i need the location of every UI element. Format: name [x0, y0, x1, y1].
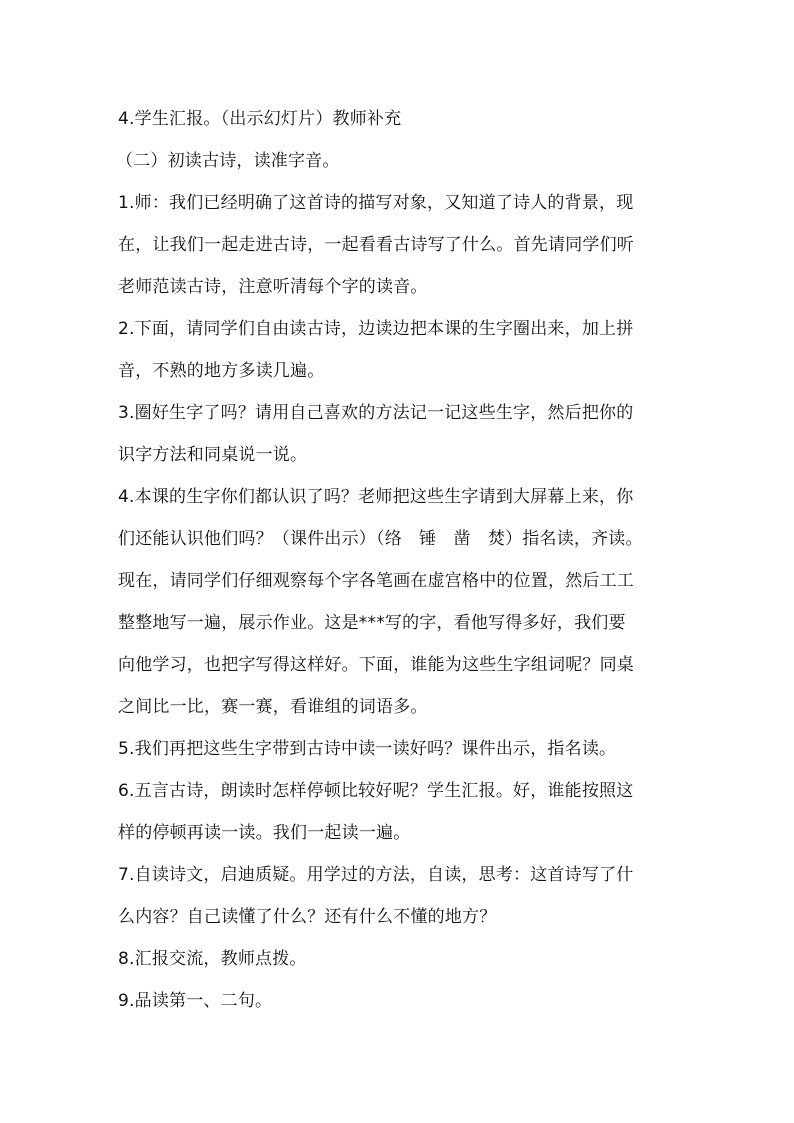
text-line-6: 2.下面，请同学们自由读古诗，边读边把本课的生字圈出来，加上拼 [118, 319, 634, 339]
text-line-17: 6.五言古诗，朗读时怎样停顿比较好呢？学生汇报。好，谁能按照这 [118, 781, 634, 801]
text-line-20: 么内容？自己读懂了什么？还有什么不懂的地方？ [118, 907, 497, 927]
text-line-18: 样的停顿再读一读。我们一起读一遍。 [118, 823, 411, 843]
text-line-19: 7.自读诗文，启迪质疑。用学过的方法，自读，思考：这首诗写了什 [118, 865, 634, 885]
text-line-10: 4.本课的生字你们都认识了吗？老师把这些生字请到大屏幕上来，你 [118, 487, 634, 507]
section-heading: （二）初读古诗，读准字音。 [116, 151, 340, 171]
text-line-8: 3.圈好生字了吗？请用自己喜欢的方法记一记这些生字，然后把你的 [118, 403, 634, 423]
text-line-5: 老师范读古诗，注意听清每个字的读音。 [118, 277, 428, 297]
text-line-11: 们还能认识他们吗？（课件出示）（络 锤 凿 焚）指名读，齐读。 [118, 529, 643, 549]
text-line-22: 9.品读第一、二句。 [118, 991, 273, 1011]
text-line-4: 在，让我们一起走进古诗，一起看看古诗写了什么。首先请同学们听 [118, 235, 634, 255]
text-line-3: 1.师：我们已经明确了这首诗的描写对象，又知道了诗人的背景，现 [118, 193, 634, 213]
text-line-14: 向他学习，也把字写得这样好。下面，谁能为这些生字组词呢？同桌 [118, 655, 634, 675]
text-line-21: 8.汇报交流，教师点拨。 [118, 949, 307, 969]
text-line-15: 之间比一比，赛一赛，看谁组的词语多。 [118, 697, 428, 717]
text-line-13: 整整地写一遍，展示作业。这是***写的字，看他写得多好，我们要 [118, 613, 626, 633]
text-line-16: 5.我们再把这些生字带到古诗中读一读好吗？课件出示，指名读。 [118, 739, 617, 759]
text-line-12: 现在，请同学们仔细观察每个字各笔画在虚宫格中的位置，然后工工 [118, 571, 634, 591]
text-line-1: 4.学生汇报。（出示幻灯片）教师补充 [118, 109, 402, 129]
text-line-7: 音，不熟的地方多读几遍。 [118, 361, 325, 381]
text-line-9: 识字方法和同桌说一说。 [118, 445, 308, 465]
